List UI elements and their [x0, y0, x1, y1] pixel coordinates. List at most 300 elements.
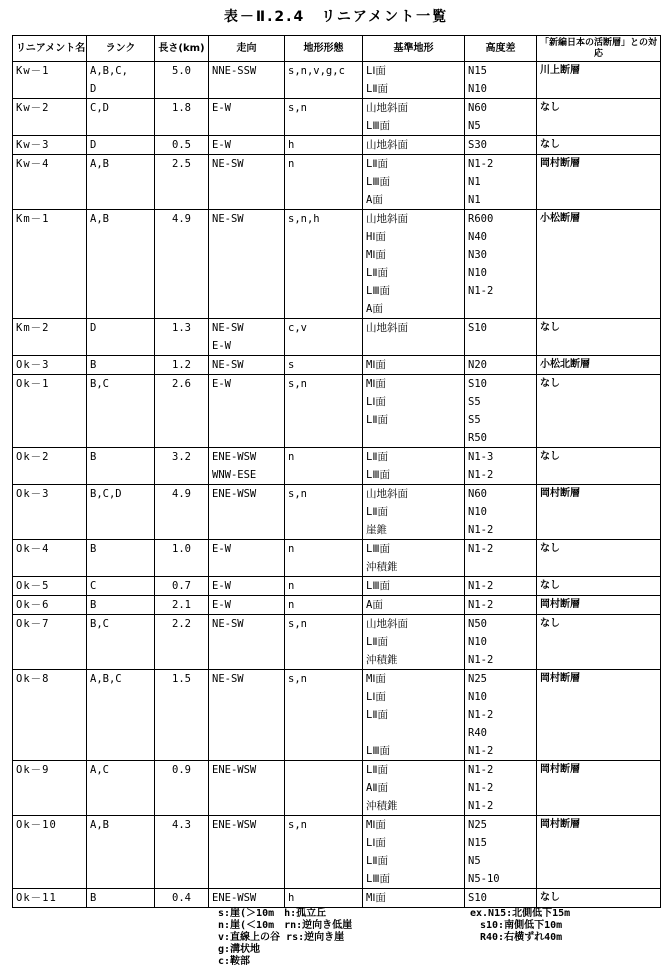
reference-surface-cell — [363, 448, 465, 485]
note-line: R40:右横ずれ40m — [470, 932, 563, 943]
length-cell — [155, 615, 209, 670]
active-fault-correspondence-cell-text: なし — [540, 543, 560, 554]
elevation-cell — [465, 540, 537, 577]
elevation-cell-line: N60 — [468, 102, 487, 114]
elevation-cell — [465, 577, 537, 596]
rank-cell — [87, 319, 155, 356]
table-row — [13, 615, 661, 670]
elevation-cell — [465, 761, 537, 816]
rank-cell-line: A,C — [90, 764, 109, 776]
table-row — [13, 761, 661, 816]
active-fault-correspondence-cell — [537, 319, 661, 356]
table-row — [13, 62, 661, 99]
active-fault-correspondence-cell — [537, 596, 661, 615]
length-cell-text: 2.6 — [172, 378, 191, 390]
lineament-name-cell-text: Kw－3 — [16, 139, 50, 151]
note-line: s:崖(＞10m h:孤立丘 — [218, 908, 327, 919]
rank-cell — [87, 62, 155, 99]
elevation-cell-line: N1-3 — [468, 451, 494, 463]
landform-cell-line: s,n — [288, 819, 307, 831]
elevation-cell-line: N1 — [468, 194, 481, 206]
active-fault-correspondence-cell-text: なし — [540, 618, 560, 629]
table-row — [13, 540, 661, 577]
reference-surface-cell-line: HⅠ面 — [366, 231, 386, 243]
lineament-table — [12, 35, 661, 908]
landform-cell-line — [288, 761, 359, 779]
header-lineament-name: リニアメント名 — [13, 36, 87, 62]
length-cell-text: 5.0 — [172, 65, 191, 77]
rank-cell-line: B — [90, 892, 97, 904]
reference-surface-cell-line: LⅢ面 — [366, 120, 391, 132]
active-fault-correspondence-cell — [537, 62, 661, 99]
landform-cell — [285, 889, 363, 908]
elevation-cell-line: N5 — [468, 120, 481, 132]
elevation-cell-line: N50 — [468, 618, 487, 630]
elevation-cell-line: N1-2 — [468, 782, 494, 794]
reference-surface-cell-line: MⅠ面 — [366, 249, 386, 261]
length-cell-text: 4.9 — [172, 488, 191, 500]
strike-cell-line: NE-SW — [212, 213, 244, 225]
active-fault-correspondence-cell-text: なし — [540, 322, 560, 333]
reference-surface-cell-line: 山地斜面 — [366, 618, 408, 630]
table-row — [13, 816, 661, 889]
active-fault-correspondence-cell-text: 小松断層 — [540, 213, 580, 224]
landform-cell-line: n — [288, 599, 295, 611]
elevation-cell-line: S5 — [468, 414, 481, 426]
table-row — [13, 210, 661, 319]
active-fault-correspondence-cell-text: 岡村断層 — [540, 158, 580, 169]
strike-cell — [209, 540, 285, 577]
elevation-cell-line: N1-2 — [468, 469, 494, 481]
table-row — [13, 155, 661, 210]
elevation-cell-line: N30 — [468, 249, 487, 261]
landform-cell — [285, 577, 363, 596]
elevation-cell-line: N60 — [468, 488, 487, 500]
rank-cell — [87, 155, 155, 210]
elevation-cell-line: S10 — [468, 322, 487, 334]
lineament-name-cell — [13, 375, 87, 448]
lineament-name-cell-text: Ok－2 — [16, 451, 50, 463]
reference-surface-cell-line: LⅡ面 — [366, 414, 388, 426]
elevation-cell-line: N10 — [468, 636, 487, 648]
lineament-name-cell — [13, 761, 87, 816]
elevation-cell-line: S10 — [468, 378, 487, 390]
reference-surface-cell-line: 崖錐 — [366, 524, 387, 536]
rank-cell — [87, 485, 155, 540]
reference-surface-cell-line: LⅡ面 — [366, 764, 388, 776]
lineament-name-cell-text: Kw－2 — [16, 102, 50, 114]
reference-surface-cell — [363, 670, 465, 761]
length-cell — [155, 136, 209, 155]
length-cell-text: 0.9 — [172, 764, 191, 776]
note-line: c:鞍部 — [218, 956, 251, 967]
length-cell — [155, 540, 209, 577]
reference-surface-cell — [363, 375, 465, 448]
lineament-name-cell-text: Ok－6 — [16, 599, 50, 611]
header-length: 長さ(km) — [155, 36, 209, 62]
active-fault-correspondence-cell-text: なし — [540, 102, 560, 113]
active-fault-correspondence-cell — [537, 540, 661, 577]
reference-surface-cell-line: MⅠ面 — [366, 673, 386, 685]
length-cell-text: 1.8 — [172, 102, 191, 114]
rank-cell-line: C,D — [90, 102, 109, 114]
landform-cell-line: h — [288, 892, 295, 904]
lineament-name-cell-text: Ok－8 — [16, 673, 50, 685]
elevation-cell-line: N5 — [468, 855, 481, 867]
reference-surface-cell-line: LⅢ面 — [366, 176, 391, 188]
length-cell-text: 0.5 — [172, 139, 191, 151]
reference-surface-cell-line: LⅢ面 — [366, 469, 391, 481]
strike-cell-line: NE-SW — [212, 158, 244, 170]
reference-surface-cell-line: A面 — [366, 194, 383, 206]
active-fault-correspondence-cell — [537, 356, 661, 375]
length-cell — [155, 99, 209, 136]
reference-surface-cell-line: LⅡ面 — [366, 83, 388, 95]
elevation-cell-line: N40 — [468, 231, 487, 243]
strike-cell — [209, 577, 285, 596]
strike-cell — [209, 761, 285, 816]
elevation-cell-line: N20 — [468, 359, 487, 371]
reference-surface-cell — [363, 62, 465, 99]
reference-surface-cell-line — [366, 724, 461, 742]
lineament-name-cell-text: Ok－3 — [16, 488, 50, 500]
landform-cell — [285, 670, 363, 761]
rank-cell-line: B — [90, 451, 97, 463]
header-landform: 地形形態 — [285, 36, 363, 62]
length-cell-text: 1.2 — [172, 359, 191, 371]
table-row — [13, 136, 661, 155]
rank-cell — [87, 577, 155, 596]
elevation-cell-line: R50 — [468, 432, 487, 444]
table-row — [13, 670, 661, 761]
reference-surface-cell-line: LⅠ面 — [366, 396, 386, 408]
active-fault-correspondence-cell-text: 岡村断層 — [540, 673, 580, 684]
strike-cell-line: ENE-WSW — [212, 451, 257, 463]
rank-cell-line: D — [90, 83, 97, 95]
table-row — [13, 596, 661, 615]
active-fault-correspondence-cell-text: なし — [540, 892, 560, 903]
table-row — [13, 485, 661, 540]
active-fault-correspondence-cell — [537, 375, 661, 448]
active-fault-correspondence-cell — [537, 670, 661, 761]
elevation-cell-line: N5-10 — [468, 873, 500, 885]
landform-cell — [285, 485, 363, 540]
elevation-cell-line: N25 — [468, 819, 487, 831]
length-cell-text: 2.5 — [172, 158, 191, 170]
active-fault-correspondence-cell — [537, 761, 661, 816]
reference-surface-cell-line: 山地斜面 — [366, 322, 408, 334]
length-cell — [155, 319, 209, 356]
landform-cell-line: s,n,h — [288, 213, 320, 225]
elevation-cell — [465, 356, 537, 375]
lineament-name-cell — [13, 577, 87, 596]
active-fault-correspondence-cell — [537, 485, 661, 540]
reference-surface-cell-line: LⅡ面 — [366, 451, 388, 463]
reference-surface-cell-line: LⅠ面 — [366, 691, 386, 703]
length-cell-text: 0.4 — [172, 892, 191, 904]
reference-surface-cell-line: 沖積錐 — [366, 561, 398, 573]
reference-surface-cell — [363, 596, 465, 615]
reference-surface-cell-line: LⅠ面 — [366, 65, 386, 77]
table-title: 表－Ⅱ.2.4 リニアメント一覧 — [223, 9, 449, 25]
rank-cell-line: B — [90, 359, 97, 371]
landform-cell-line: h — [288, 139, 295, 151]
elevation-cell — [465, 448, 537, 485]
landform-cell-line: s,n — [288, 488, 307, 500]
lineament-name-cell-text: Ok－10 — [16, 819, 57, 831]
elevation-cell-line: N1-2 — [468, 285, 494, 297]
strike-cell — [209, 615, 285, 670]
strike-cell-line: NE-SW — [212, 322, 244, 334]
active-fault-correspondence-cell-text: なし — [540, 451, 560, 462]
rank-cell — [87, 99, 155, 136]
elevation-cell-line: N1-2 — [468, 654, 494, 666]
length-cell — [155, 485, 209, 540]
rank-cell-line: A,B,C, — [90, 65, 128, 77]
reference-surface-cell-line: LⅢ面 — [366, 873, 391, 885]
elevation-cell-line: N10 — [468, 267, 487, 279]
elevation-cell-line: N15 — [468, 837, 487, 849]
lineament-name-cell — [13, 816, 87, 889]
note-line: g:溝状地 — [218, 944, 261, 955]
legend-landform-notes — [218, 908, 352, 968]
length-cell-text: 4.3 — [172, 819, 191, 831]
strike-cell-line: ENE-WSW — [212, 488, 257, 500]
legend-elevation-notes — [470, 908, 570, 944]
active-fault-correspondence-cell — [537, 155, 661, 210]
landform-cell — [285, 99, 363, 136]
rank-cell-line: A,B — [90, 213, 109, 225]
reference-surface-cell — [363, 136, 465, 155]
landform-cell — [285, 540, 363, 577]
elevation-cell-line: N1-2 — [468, 709, 494, 721]
reference-surface-cell-line: 沖積錐 — [366, 800, 398, 812]
rank-cell — [87, 816, 155, 889]
header-reference-surface: 基準地形 — [363, 36, 465, 62]
strike-cell — [209, 816, 285, 889]
active-fault-correspondence-cell-text: 岡村断層 — [540, 599, 580, 610]
landform-cell — [285, 596, 363, 615]
active-fault-correspondence-cell-text: 岡村断層 — [540, 488, 580, 499]
strike-cell-line: E-W — [212, 340, 231, 352]
elevation-cell — [465, 99, 537, 136]
lineament-name-cell-text: Kw－1 — [16, 65, 50, 77]
rank-cell-line: B — [90, 599, 97, 611]
rank-cell-line: D — [90, 322, 97, 334]
reference-surface-cell — [363, 319, 465, 356]
landform-cell — [285, 356, 363, 375]
length-cell — [155, 577, 209, 596]
strike-cell — [209, 319, 285, 356]
landform-cell — [285, 761, 363, 816]
elevation-cell-line: N1-2 — [468, 158, 494, 170]
active-fault-correspondence-cell — [537, 816, 661, 889]
active-fault-correspondence-cell — [537, 210, 661, 319]
lineament-name-cell-text: Km－1 — [16, 213, 50, 225]
reference-surface-cell-line: 沖積錐 — [366, 654, 398, 666]
elevation-cell — [465, 596, 537, 615]
lineament-name-cell — [13, 540, 87, 577]
landform-cell-line: n — [288, 451, 295, 463]
lineament-name-cell-text: Ok－5 — [16, 580, 50, 592]
strike-cell-line: E-W — [212, 599, 231, 611]
reference-surface-cell-line: LⅡ面 — [366, 636, 388, 648]
active-fault-correspondence-cell-text: 岡村断層 — [540, 819, 580, 830]
landform-cell-line: s,n,v,g,c — [288, 65, 345, 77]
active-fault-correspondence-cell — [537, 99, 661, 136]
active-fault-correspondence-cell-text: 川上断層 — [540, 65, 580, 76]
strike-cell-line: NE-SW — [212, 359, 244, 371]
length-cell — [155, 816, 209, 889]
elevation-cell — [465, 210, 537, 319]
elevation-cell — [465, 816, 537, 889]
reference-surface-cell — [363, 99, 465, 136]
reference-surface-cell-line: 山地斜面 — [366, 102, 408, 114]
landform-cell — [285, 448, 363, 485]
length-cell — [155, 155, 209, 210]
lineament-name-cell — [13, 485, 87, 540]
strike-cell-line: ENE-WSW — [212, 819, 257, 831]
reference-surface-cell — [363, 889, 465, 908]
reference-surface-cell-line: LⅡ面 — [366, 855, 388, 867]
rank-cell — [87, 448, 155, 485]
reference-surface-cell — [363, 761, 465, 816]
elevation-cell-line: R600 — [468, 213, 494, 225]
landform-cell — [285, 136, 363, 155]
reference-surface-cell-line: LⅡ面 — [366, 267, 388, 279]
active-fault-correspondence-cell-text: なし — [540, 378, 560, 389]
active-fault-correspondence-cell-text: 岡村断層 — [540, 764, 580, 775]
reference-surface-cell — [363, 356, 465, 375]
lineament-name-cell — [13, 596, 87, 615]
elevation-cell-line: N10 — [468, 83, 487, 95]
rank-cell-line: A,B,C — [90, 673, 122, 685]
landform-cell-line: s — [288, 359, 295, 371]
lineament-name-cell — [13, 670, 87, 761]
strike-cell — [209, 375, 285, 448]
lineament-name-cell — [13, 356, 87, 375]
rank-cell — [87, 761, 155, 816]
rank-cell-line: A,B — [90, 819, 109, 831]
reference-surface-cell — [363, 485, 465, 540]
rank-cell — [87, 136, 155, 155]
elevation-cell — [465, 62, 537, 99]
landform-cell-line: c,v — [288, 322, 307, 334]
elevation-cell-line: N1-2 — [468, 543, 494, 555]
table-row — [13, 375, 661, 448]
reference-surface-cell — [363, 816, 465, 889]
note-line: ex.N15:北側低下15m — [470, 908, 571, 919]
reference-surface-cell-line: LⅢ面 — [366, 543, 391, 555]
length-cell-text: 2.1 — [172, 599, 191, 611]
active-fault-correspondence-cell — [537, 136, 661, 155]
landform-cell — [285, 615, 363, 670]
length-cell-text: 3.2 — [172, 451, 191, 463]
strike-cell — [209, 155, 285, 210]
table-row — [13, 889, 661, 908]
length-cell-text: 2.2 — [172, 618, 191, 630]
reference-surface-cell-line: LⅢ面 — [366, 285, 391, 297]
header-active-fault-correspondence: 「新編日本の活断層」との対応 — [537, 36, 661, 62]
rank-cell — [87, 356, 155, 375]
active-fault-correspondence-cell — [537, 448, 661, 485]
strike-cell — [209, 136, 285, 155]
strike-cell-line: WNW-ESE — [212, 469, 257, 481]
elevation-cell — [465, 375, 537, 448]
lineament-name-cell — [13, 62, 87, 99]
lineament-name-cell-text: Ok－11 — [16, 892, 57, 904]
length-cell-text: 4.9 — [172, 213, 191, 225]
elevation-cell — [465, 889, 537, 908]
strike-cell — [209, 670, 285, 761]
active-fault-correspondence-cell — [537, 615, 661, 670]
reference-surface-cell-line: LⅡ面 — [366, 506, 388, 518]
elevation-cell-line: S5 — [468, 396, 481, 408]
length-cell-text: 1.0 — [172, 543, 191, 555]
lineament-name-cell — [13, 210, 87, 319]
reference-surface-cell-line: MⅠ面 — [366, 892, 386, 904]
rank-cell-line: B — [90, 543, 97, 555]
elevation-cell — [465, 670, 537, 761]
elevation-cell-line: N1-2 — [468, 524, 494, 536]
lineament-name-cell — [13, 99, 87, 136]
rank-cell-line: B,C — [90, 618, 109, 630]
landform-cell — [285, 319, 363, 356]
reference-surface-cell — [363, 577, 465, 596]
elevation-cell-line: N1-2 — [468, 800, 494, 812]
rank-cell — [87, 615, 155, 670]
reference-surface-cell — [363, 615, 465, 670]
elevation-cell — [465, 319, 537, 356]
table-row — [13, 99, 661, 136]
landform-cell-line: s,n — [288, 102, 307, 114]
reference-surface-cell-line: LⅢ面 — [366, 745, 391, 757]
lineament-name-cell — [13, 889, 87, 908]
header-elevation-difference: 高度差 — [465, 36, 537, 62]
reference-surface-cell-line: LⅡ面 — [366, 158, 388, 170]
strike-cell — [209, 210, 285, 319]
elevation-cell-line: N15 — [468, 65, 487, 77]
reference-surface-cell — [363, 155, 465, 210]
elevation-cell-line: R40 — [468, 727, 487, 739]
elevation-cell — [465, 155, 537, 210]
elevation-cell-line: N10 — [468, 506, 487, 518]
landform-cell-line: n — [288, 580, 295, 592]
landform-cell-line: n — [288, 158, 295, 170]
strike-cell-line: E-W — [212, 102, 231, 114]
elevation-cell — [465, 136, 537, 155]
active-fault-correspondence-cell-text: なし — [540, 580, 560, 591]
elevation-cell-line: N1-2 — [468, 580, 494, 592]
strike-cell-line: ENE-WSW — [212, 764, 257, 776]
reference-surface-cell-line: MⅠ面 — [366, 359, 386, 371]
rank-cell — [87, 210, 155, 319]
lineament-name-cell-text: Ok－7 — [16, 618, 50, 630]
table-row — [13, 577, 661, 596]
rank-cell — [87, 670, 155, 761]
landform-cell-line: s,n — [288, 673, 307, 685]
table-row — [13, 319, 661, 356]
rank-cell — [87, 375, 155, 448]
lineament-name-cell — [13, 136, 87, 155]
lineament-name-cell-text: Ok－3 — [16, 359, 50, 371]
lineament-name-cell — [13, 319, 87, 356]
strike-cell — [209, 99, 285, 136]
landform-cell-line: s,n — [288, 378, 307, 390]
landform-cell — [285, 155, 363, 210]
active-fault-correspondence-cell — [537, 889, 661, 908]
elevation-cell — [465, 485, 537, 540]
